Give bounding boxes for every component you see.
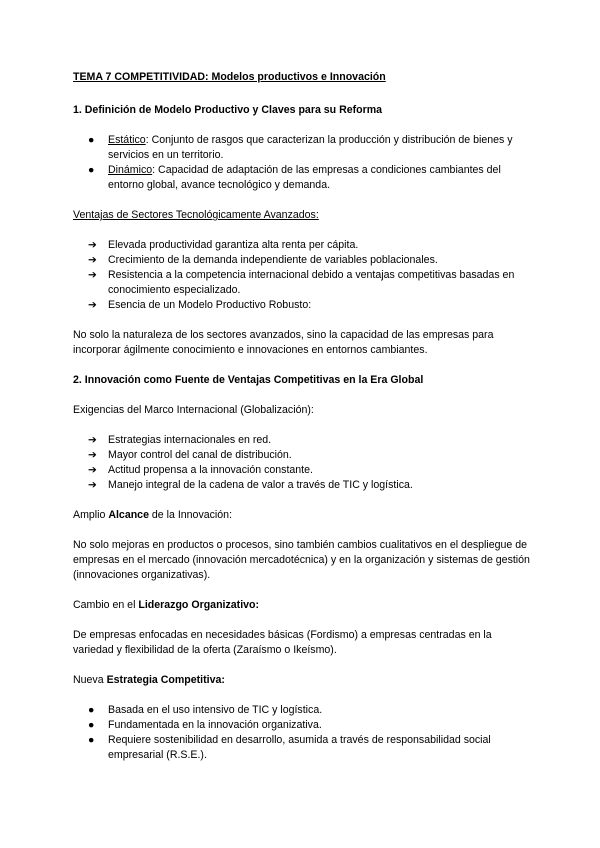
list-item: ➔ Mayor control del canal de distribución. xyxy=(88,449,292,461)
list-item: ➔ Manejo integral de la cadena de valor a través de TIC y logística. xyxy=(88,479,413,491)
term-definition: : Capacidad de adaptación de las empresas a condiciones cambiantes del entorno global, avance tecnológico y demanda. xyxy=(108,164,501,191)
exigencias-intro: Exigencias del Marco Internacional (Globalización): xyxy=(73,404,314,416)
arrow-icon: ➔ xyxy=(88,479,97,491)
list-item: ➔ Estrategias internacionales en red. xyxy=(88,434,272,446)
arrow-icon: ➔ xyxy=(88,239,97,251)
section-1-paragraph: No solo la naturaleza de los sectores avanzados, sino la capacidad de las empresas para incorporar ágilmente conocimiento e innovaciones en entornos cambiantes. xyxy=(73,329,494,356)
arrow-icon: ➔ xyxy=(88,449,97,461)
term-dinamico: Dinámico xyxy=(108,164,153,176)
arrow-icon: ➔ xyxy=(88,434,97,446)
list-item: ● Basada en el uso intensivo de TIC y logística. xyxy=(88,704,323,716)
bullet-icon: ● xyxy=(88,704,95,716)
list-item: ➔ Elevada productividad garantiza alta renta per cápita. xyxy=(88,239,359,251)
list-item xyxy=(73,163,533,193)
liderazgo-paragraph: De empresas enfocadas en necesidades básicas (Fordismo) a empresas centradas en la variedad y flexibilidad de la oferta (Zaraísmo o Ikeísmo). xyxy=(73,629,492,656)
section-2-heading: 2. Innovación como Fuente de Ventajas Competitivas en la Era Global xyxy=(73,374,424,386)
ventajas-subheading: Ventajas de Sectores Tecnológicamente Avanzados: xyxy=(73,209,319,221)
document-page xyxy=(73,70,533,778)
liderazgo-label: Cambio en el Liderazgo Organizativo: xyxy=(73,599,260,611)
bullet-icon: ● xyxy=(88,734,95,746)
list-item: ➔ Crecimiento de la demanda independiente de variables poblacionales. xyxy=(88,254,438,266)
exigencias-list xyxy=(73,433,533,493)
arrow-icon: ➔ xyxy=(88,269,97,281)
section-1-heading: 1. Definición de Modelo Productivo y Claves para su Reforma xyxy=(73,104,383,116)
term-estatico: Estático xyxy=(108,134,146,146)
arrow-icon: ➔ xyxy=(88,464,97,476)
bullet-icon: ● xyxy=(88,719,95,731)
document-title: TEMA 7 COMPETITIVIDAD: Modelos productivos e Innovación xyxy=(73,71,386,83)
bullet-icon: ● xyxy=(88,134,95,146)
alcance-label: Amplio Alcance de la Innovación: xyxy=(73,509,233,521)
bullet-icon: ● xyxy=(88,164,95,176)
term-definition: : Conjunto de rasgos que caracterizan la producción y distribución de bienes y servicios en un territorio. xyxy=(108,134,513,161)
list-item: ➔ Actitud propensa a la innovación constante. xyxy=(88,464,313,476)
list-item xyxy=(73,133,533,163)
list-item: ➔ Resistencia a la competencia internacional debido a ventajas competitivas basadas en conocimiento especializado. xyxy=(88,269,515,296)
alcance-paragraph: No solo mejoras en productos o procesos, sino también cambios cualitativos en el despliegue de empresas en el mercado (innovación mercadotécnica) y en la organización y sistemas de gestión (innovaciones organizativas). xyxy=(73,539,530,581)
list-item: ● Requiere sostenibilidad en desarrollo, asumida a través de responsabilidad social empresarial (R.S.E.). xyxy=(88,734,491,761)
estrategia-list xyxy=(73,703,533,763)
definition-list xyxy=(73,133,533,193)
arrow-icon: ➔ xyxy=(88,254,97,266)
list-item: ➔ Esencia de un Modelo Productivo Robusto: xyxy=(88,299,312,311)
list-item: ● Fundamentada en la innovación organizativa. xyxy=(88,719,322,731)
arrow-icon: ➔ xyxy=(88,299,97,311)
ventajas-list xyxy=(73,238,533,313)
estrategia-label: Nueva Estrategia Competitiva: xyxy=(73,674,225,686)
